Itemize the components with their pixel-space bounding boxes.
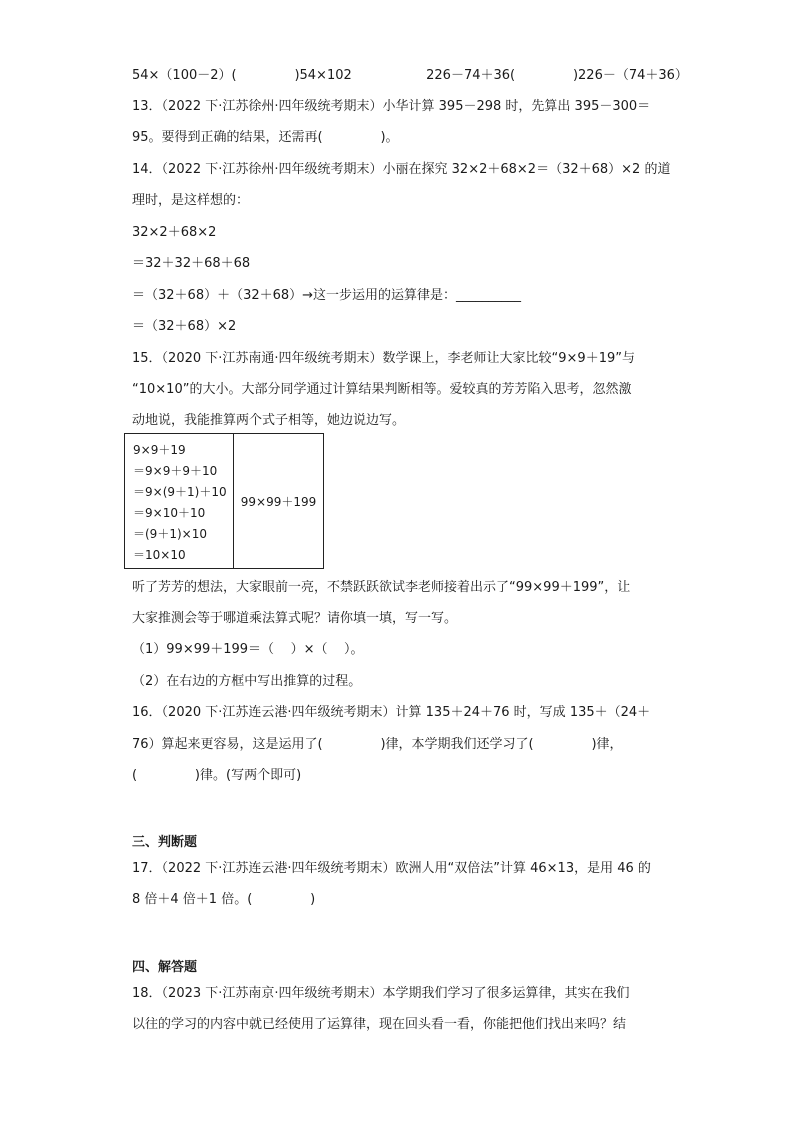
question-14-line-6: ＝（32＋68）×2 — [132, 319, 237, 334]
question-16-line-1: 16．（2020 下·江苏连云港·四年级统考期末）计算 135＋24＋76 时，写成 135＋（24＋ — [132, 705, 651, 720]
question-15-line-7: （2）在右边的方框中写出推算的过程。 — [132, 674, 362, 689]
question-18-line-2: 以往的学习的内容中就已经使用了运算律，现在回头看一看，你能把他们找出来吗？结 — [132, 1017, 627, 1032]
question-17-line-2: 8 倍＋4 倍＋1 倍。( ) — [132, 892, 316, 907]
question-14-line-5: ＝（32＋68）＋（32＋68）→这一步运用的运算律是：__________ — [132, 288, 522, 303]
question-14-line-3: 32×2＋68×2 — [132, 225, 217, 240]
question-16-line-3: ( )律。(写两个即可) — [132, 768, 302, 783]
question-15-line-4: 听了芳芳的想法，大家眼前一亮，不禁跃跃欲试李老师接着出示了“99×99＋199”，让 — [132, 580, 631, 595]
question-17-line-1: 17．（2022 下·江苏连云港·四年级统考期末）欧洲人用“双倍法”计算 46×13，是用 46 的 — [132, 861, 651, 876]
section-heading-answer: 四、解答题 — [132, 960, 198, 975]
question-16-line-2: 76）算起来更容易，这是运用了( )律，本学期我们还学习了( )律， — [132, 737, 623, 752]
question-14-line-4: ＝32＋32＋68＋68 — [132, 256, 251, 271]
section-heading-judgement: 三、判断题 — [132, 835, 198, 850]
calc-step: ＝10×10 — [133, 548, 186, 562]
question-15-line-3: 动地说，我能推算两个式子相等，她边说边写。 — [132, 413, 406, 428]
calc-step: 9×9＋19 — [133, 443, 186, 457]
answer-box — [234, 434, 323, 568]
calculation-box — [124, 433, 324, 569]
calc-step: ＝(9＋1)×10 — [133, 527, 207, 541]
question-18-line-1: 18．（2023 下·江苏南京·四年级统考期末）本学期我们学习了很多运算律，其实在我们 — [132, 986, 630, 1001]
calc-step: ＝9×(9＋1)＋10 — [133, 485, 227, 499]
question-15-line-5: 大家推测会等于哪道乘法算式呢？请你填一填，写一写。 — [132, 611, 458, 626]
question-15-line-1: 15．（2020 下·江苏南通·四年级统考期末）数学课上，李老师让大家比较“9×9＋19”与 — [132, 351, 635, 366]
answer-expression: 99×99＋199 — [240, 494, 317, 509]
calc-step: ＝9×10＋10 — [133, 506, 206, 520]
question-14-line-1: 14．（2022 下·江苏徐州·四年级统考期末）小丽在探究 32×2＋68×2＝（32＋68）×2 的道 — [132, 162, 671, 177]
question-14-line-2: 理时，是这样想的： — [132, 193, 250, 208]
question-15-line-6: （1）99×99＋199＝（ ）×（ ）。 — [132, 642, 364, 657]
calc-step: ＝9×9＋9＋10 — [133, 464, 218, 478]
question-line-12: 54×（100－2）( )54×102 226－74＋36( )226－（74＋36） — [132, 68, 688, 83]
question-15-line-2: “10×10”的大小。大部分同学通过计算结果判断相等。爱较真的芳芳陷入思考，忽然激 — [132, 382, 632, 397]
calculation-steps — [125, 434, 234, 568]
question-13-line-1: 13．（2022 下·江苏徐州·四年级统考期末）小华计算 395－298 时，先算出 395－300＝ — [132, 99, 651, 114]
question-13-line-2: 95。要得到正确的结果，还需再( )。 — [132, 130, 399, 145]
